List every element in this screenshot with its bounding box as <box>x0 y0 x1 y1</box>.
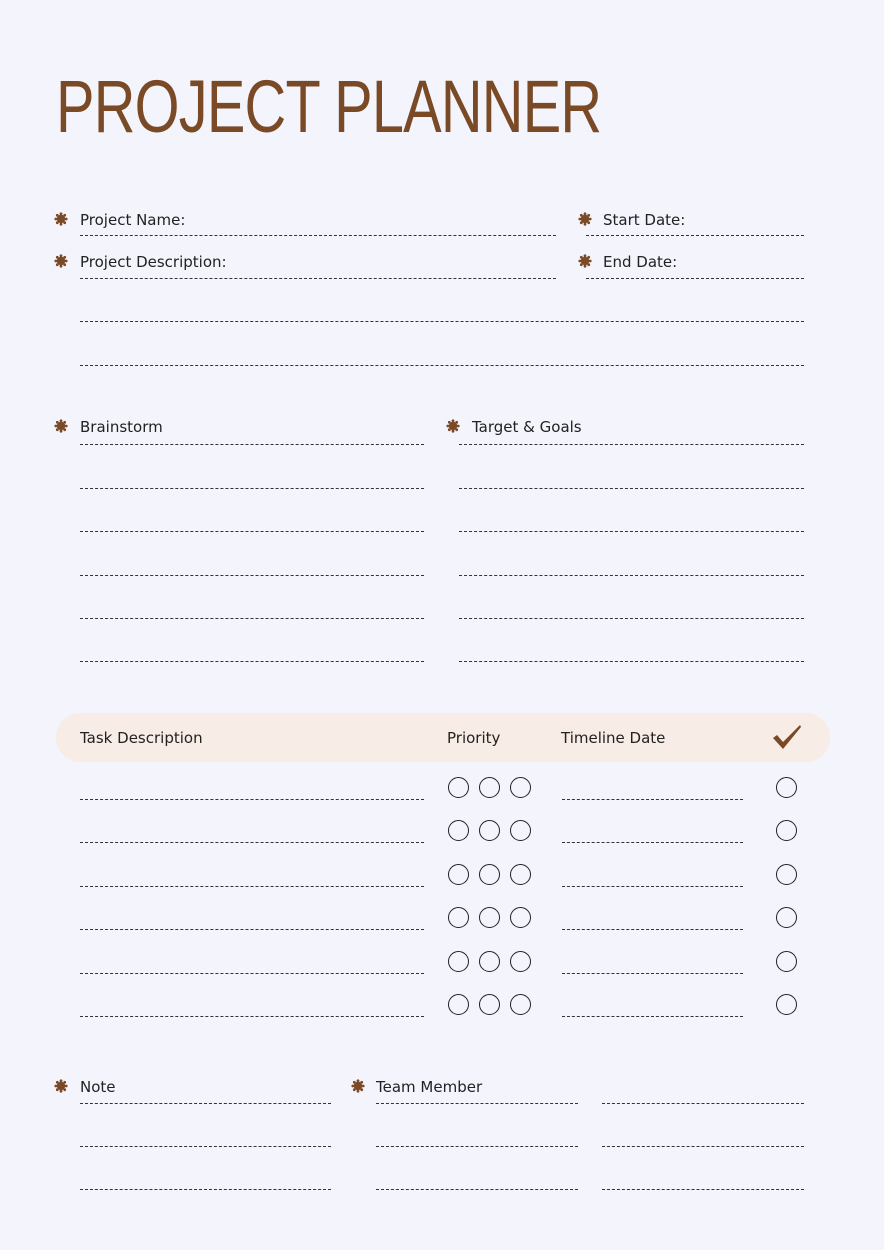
priority-radio[interactable] <box>479 820 500 841</box>
team-member-line[interactable] <box>376 1103 578 1104</box>
start-date-label: Start Date: <box>603 211 686 229</box>
target-goals-line[interactable] <box>459 661 804 662</box>
priority-radio[interactable] <box>510 777 531 798</box>
task-description-field[interactable] <box>80 886 424 887</box>
project-description-field[interactable] <box>80 278 556 279</box>
priority-radio[interactable] <box>448 820 469 841</box>
page-title: PROJECT PLANNER <box>56 65 602 148</box>
priority-radio[interactable] <box>479 907 500 928</box>
brainstorm-line[interactable] <box>80 661 424 662</box>
done-checkbox[interactable] <box>776 864 797 885</box>
done-checkbox[interactable] <box>776 777 797 798</box>
priority-radio[interactable] <box>479 951 500 972</box>
task-description-header: Task Description <box>80 729 203 747</box>
task-description-field[interactable] <box>80 842 424 843</box>
timeline-date-field[interactable] <box>562 886 743 887</box>
end-date-field[interactable] <box>586 278 804 279</box>
note-label: Note <box>80 1078 116 1096</box>
priority-header: Priority <box>447 729 501 747</box>
project-description-line[interactable] <box>80 365 804 366</box>
done-checkbox[interactable] <box>776 907 797 928</box>
task-description-field[interactable] <box>80 1016 424 1017</box>
checkmark-icon <box>771 723 803 751</box>
bullet-icon <box>54 254 68 268</box>
brainstorm-line[interactable] <box>80 531 424 532</box>
note-line[interactable] <box>80 1146 331 1147</box>
team-member-line[interactable] <box>602 1189 804 1190</box>
target-goals-line[interactable] <box>459 531 804 532</box>
target-goals-line[interactable] <box>459 618 804 619</box>
timeline-date-field[interactable] <box>562 1016 743 1017</box>
target-goals-label: Target & Goals <box>472 418 582 436</box>
project-description-line[interactable] <box>80 321 804 322</box>
priority-radio[interactable] <box>448 777 469 798</box>
start-date-field[interactable] <box>586 235 804 236</box>
priority-radio[interactable] <box>479 777 500 798</box>
task-description-field[interactable] <box>80 929 424 930</box>
target-goals-line[interactable] <box>459 575 804 576</box>
priority-radio[interactable] <box>448 951 469 972</box>
brainstorm-line[interactable] <box>80 575 424 576</box>
timeline-date-field[interactable] <box>562 842 743 843</box>
note-line[interactable] <box>80 1189 331 1190</box>
team-member-line[interactable] <box>602 1146 804 1147</box>
team-member-label: Team Member <box>376 1078 483 1096</box>
bullet-icon <box>54 212 68 226</box>
team-member-line[interactable] <box>376 1189 578 1190</box>
priority-radio[interactable] <box>510 820 531 841</box>
team-member-line[interactable] <box>376 1146 578 1147</box>
note-line[interactable] <box>80 1103 331 1104</box>
priority-radio[interactable] <box>510 864 531 885</box>
timeline-date-header: Timeline Date <box>561 729 666 747</box>
bullet-icon <box>446 419 460 433</box>
timeline-date-field[interactable] <box>562 929 743 930</box>
bullet-icon <box>54 419 68 433</box>
target-goals-line[interactable] <box>459 444 804 445</box>
brainstorm-line[interactable] <box>80 444 424 445</box>
priority-radio[interactable] <box>510 994 531 1015</box>
team-member-line[interactable] <box>602 1103 804 1104</box>
timeline-date-field[interactable] <box>562 799 743 800</box>
project-name-field[interactable] <box>80 235 556 236</box>
priority-radio[interactable] <box>448 994 469 1015</box>
priority-radio[interactable] <box>510 907 531 928</box>
project-name-label: Project Name: <box>80 211 186 229</box>
done-checkbox[interactable] <box>776 994 797 1015</box>
bullet-icon <box>351 1079 365 1093</box>
brainstorm-label: Brainstorm <box>80 418 163 436</box>
bullet-icon <box>54 1079 68 1093</box>
target-goals-line[interactable] <box>459 488 804 489</box>
brainstorm-line[interactable] <box>80 488 424 489</box>
done-checkbox[interactable] <box>776 820 797 841</box>
project-description-label: Project Description: <box>80 253 227 271</box>
end-date-label: End Date: <box>603 253 678 271</box>
brainstorm-line[interactable] <box>80 618 424 619</box>
priority-radio[interactable] <box>479 864 500 885</box>
priority-radio[interactable] <box>448 907 469 928</box>
priority-radio[interactable] <box>510 951 531 972</box>
done-checkbox[interactable] <box>776 951 797 972</box>
priority-radio[interactable] <box>448 864 469 885</box>
priority-radio[interactable] <box>479 994 500 1015</box>
bullet-icon <box>578 212 592 226</box>
task-description-field[interactable] <box>80 973 424 974</box>
task-description-field[interactable] <box>80 799 424 800</box>
timeline-date-field[interactable] <box>562 973 743 974</box>
bullet-icon <box>578 254 592 268</box>
